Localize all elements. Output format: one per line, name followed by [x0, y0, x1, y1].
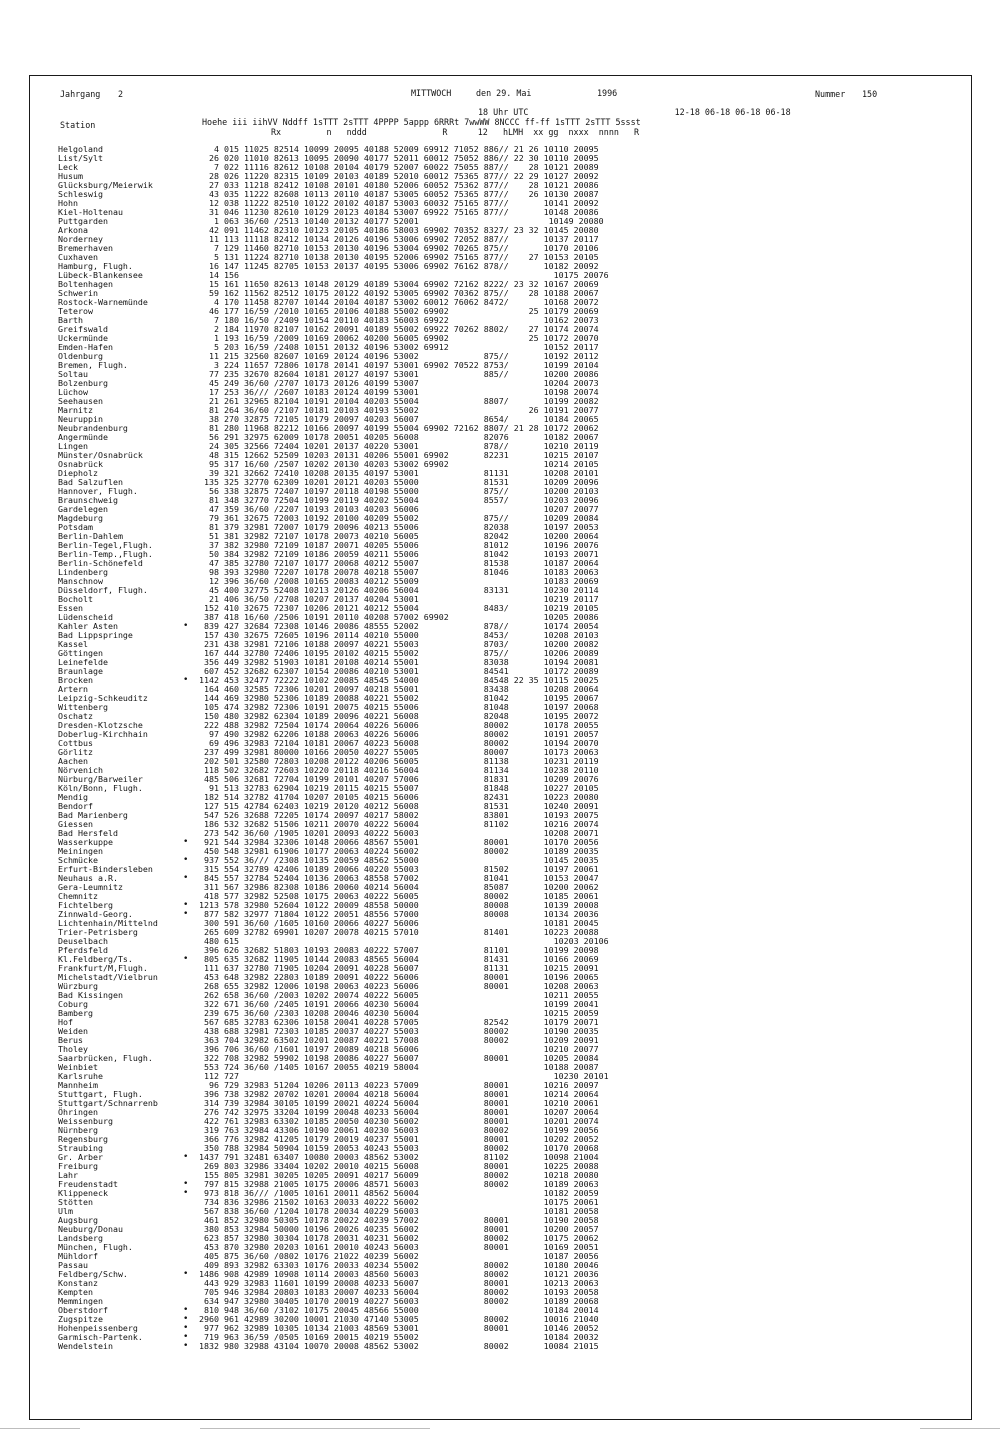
mountain-station-marker: • [183, 621, 189, 631]
station-name: Bremerhaven [58, 243, 113, 253]
station-name: Angermünde [58, 432, 108, 442]
mountain-station-marker: • [183, 1323, 189, 1333]
station-data: 396 738 32982 20702 10201 20004 40218 56004 80001 10214 20064 [199, 1089, 599, 1099]
station-data: 96 729 32983 51204 10206 20113 40223 57009 80001 10216 20097 [199, 1080, 599, 1090]
station-name: Bad Marienberg [58, 810, 128, 820]
station-name: Frankfurt/M,Flugh. [58, 963, 148, 973]
station-name: Berlin-Dahlem [58, 531, 123, 541]
station-data: 127 515 42784 62403 10219 20120 40212 56008 81531 10240 20091 [199, 801, 599, 811]
station-data: 1437 791 32481 63407 10080 20003 48562 53002 81102 10098 21004 [199, 1152, 599, 1162]
station-data: 164 460 32585 72306 10201 20097 40218 55001 83438 10208 20064 [199, 684, 599, 694]
station-data: 634 947 32980 30405 10170 20019 40227 56003 80002 10189 20068 [199, 1296, 599, 1306]
station-name: Leipzig-Schkeuditz [58, 693, 148, 703]
station-data: 42 091 11462 82310 10123 20105 40186 58003 69902 70352 8327/ 23 32 10145 20080 [199, 225, 599, 235]
station-data: 356 449 32982 51903 10181 20108 40214 55001 83038 10194 20081 [199, 657, 599, 667]
station-data: 396 626 32682 51803 10193 20083 40222 57007 81101 10199 20098 [199, 945, 599, 955]
station-name: Barth [58, 315, 83, 325]
station-data: 11 113 11118 82412 10134 20126 40196 53006 69902 72052 887// 10137 20117 [199, 234, 599, 244]
station-data: 443 929 32983 11601 10199 20008 40233 56007 80001 10213 20063 [199, 1278, 599, 1288]
station-data: 21 406 36/50 /2708 10207 20137 40204 53001 10219 20117 [199, 594, 599, 604]
station-name: Schmücke [58, 855, 98, 865]
station-name: Gr. Arber [58, 1152, 103, 1162]
station-data: 623 857 32980 30304 10178 20031 40231 56002 80002 10175 20062 [199, 1233, 599, 1243]
station-data: 273 542 36/60 /1905 10201 20093 40222 56003 10208 20071 [199, 828, 599, 838]
station-data: 438 688 32981 72303 10185 20037 40227 55003 80002 10190 20035 [199, 1026, 599, 1036]
station-data: 39 321 32662 72410 10208 20135 40197 53001 81131 10208 20101 [199, 468, 599, 478]
station-data: 50 384 32982 72109 10186 20059 40211 55006 81042 10193 20071 [199, 549, 599, 559]
station-data: 453 870 32980 20203 10161 20010 40243 56003 80001 10169 20051 [199, 1242, 599, 1252]
station-name: München, Flugh. [58, 1242, 133, 1252]
station-data: 98 393 32980 72207 10178 20078 40218 55007 81046 10183 20063 [199, 567, 599, 577]
station-name: Oschatz [58, 711, 93, 721]
station-data: 155 805 32981 30205 10205 20091 40217 56009 80002 10218 20080 [199, 1170, 599, 1180]
station-name: Bolzenburg [58, 378, 108, 388]
station-name: Michelstadt/Vielbrun [58, 972, 158, 982]
station-data: 31 046 11230 82610 10129 20123 40184 53007 69922 75165 877// 10148 20086 [199, 207, 599, 217]
station-data: 567 838 36/60 /1204 10178 20034 40229 56003 10181 20058 [199, 1206, 599, 1216]
station-name: Bremen, Flugh. [58, 360, 128, 370]
mountain-station-marker: • [183, 954, 189, 964]
station-name: Braunschweig [58, 495, 118, 505]
station-data: 112 727 10230 20101 [199, 1071, 609, 1081]
station-name: Aachen [58, 756, 88, 766]
station-name: Husum [58, 171, 83, 181]
station-data: 48 315 12662 52509 10203 20131 40206 55001 69902 82231 10215 20107 [199, 450, 599, 460]
station-data: 237 499 32981 80000 10166 20050 40227 55005 80007 10173 20063 [199, 747, 599, 757]
station-name: Nürnberg [58, 1125, 98, 1135]
station-name: Pferdsfeld [58, 945, 108, 955]
station-data: 461 852 32980 50305 10178 20022 40239 57002 80001 10190 20058 [199, 1215, 599, 1225]
station-name: Emden-Hafen [58, 342, 113, 352]
station-data: 977 962 32989 10305 10134 21003 48569 53001 80001 10146 20052 [199, 1323, 599, 1333]
station-name: Wendelstein [58, 1341, 113, 1351]
mountain-station-marker: • [183, 900, 189, 910]
station-name: Seehausen [58, 396, 103, 406]
station-data: 396 706 36/60 /1601 10197 20089 40218 56006 10210 20077 [199, 1044, 599, 1054]
station-data: 7 129 11460 82710 10153 20130 40196 53004 69902 70265 875// 10170 20106 [199, 243, 599, 253]
station-data: 239 675 36/60 /2303 10208 20046 40230 56004 10215 20059 [199, 1008, 599, 1018]
station-data: 1142 453 32477 72222 10102 20085 48545 54000 84548 22 35 10115 20025 [199, 675, 599, 685]
station-name: Köln/Bonn, Flugh. [58, 783, 143, 793]
station-name: Teterow [58, 306, 93, 316]
station-name: Cuxhaven [58, 252, 98, 262]
mountain-station-marker: • [183, 1269, 189, 1279]
mountain-station-marker: • [183, 873, 189, 883]
jahrgang-label: Jahrgang [60, 89, 101, 99]
station-data: 47 359 36/60 /2207 10193 20103 40203 56006 10207 20077 [199, 504, 599, 514]
station-name: Weiden [58, 1026, 88, 1036]
station-name: Boltenhagen [58, 279, 113, 289]
station-data: 1486 908 42989 10908 10114 20003 48560 56003 80002 10121 20036 [199, 1269, 599, 1279]
station-name: Gera-Leumnitz [58, 882, 123, 892]
mountain-station-marker: • [183, 1305, 189, 1315]
station-name: Konstanz [58, 1278, 98, 1288]
station-name: Schleswig [58, 189, 103, 199]
station-data: 28 026 11220 82315 10109 20103 40189 52010 60012 75365 877// 22 29 10127 20092 [199, 171, 599, 181]
station-data: 152 410 32675 72307 10206 20121 40212 55004 8483/ 10219 20105 [199, 603, 599, 613]
station-data: 300 591 36/60 /1605 10160 20066 40227 56006 10181 20045 [199, 918, 599, 928]
station-data: 16 147 11245 82705 10153 20137 40195 53006 69902 76162 878// 10182 20092 [199, 261, 599, 271]
station-name: Coburg [58, 999, 88, 1009]
station-name: Doberlug-Kirchhain [58, 729, 148, 739]
station-data: 937 552 36/// /2308 10135 20059 48562 55000 10145 20035 [199, 855, 599, 865]
station-name: Öhringen [58, 1107, 98, 1117]
column-header-row-3: Rx n nddd R 12 hLMH xx gg nxxx nnnn R [271, 127, 640, 137]
station-name: Lüdenscheid [58, 612, 113, 622]
station-data: 7 180 16/50 /2409 10154 20110 40183 56003 69922 10162 20073 [199, 315, 599, 325]
station-name: Düsseldorf, Flugh. [58, 585, 148, 595]
station-data: 3 224 11657 72806 10178 20141 40197 53001 69902 70522 8753/ 10199 20104 [199, 360, 599, 370]
station-data: 81 379 32981 72007 10179 20096 40213 55006 82038 10197 20053 [199, 522, 599, 532]
station-name: Lübeck-Blankensee [58, 270, 143, 280]
nummer-value: 150 [862, 89, 878, 99]
station-name: Bamberg [58, 1008, 93, 1018]
station-name: List/Sylt [58, 153, 103, 163]
station-name: Greifswald [58, 324, 108, 334]
station-name: Freiburg [58, 1161, 98, 1171]
bottom-mark-right [920, 1428, 1000, 1434]
station-name: Deuselbach [58, 936, 108, 946]
station-data: 4 170 11458 82707 10144 20104 40187 53002 60012 76062 8472/ 10168 20072 [199, 297, 599, 307]
mountain-station-marker: • [183, 837, 189, 847]
station-data: 167 444 32780 72406 10195 20102 40215 55002 875// 10206 20089 [199, 648, 599, 658]
station-data: 202 501 32580 72803 10208 20122 40206 56005 81138 10231 20119 [199, 756, 599, 766]
station-name: Neuhaus a.R. [58, 873, 118, 883]
mountain-station-marker: • [183, 1188, 189, 1198]
station-data: 315 554 32789 42406 10189 20066 40220 55003 81502 10197 20061 [199, 864, 599, 874]
station-name: Norderney [58, 234, 103, 244]
station-data: 37 382 32980 72109 10187 20071 40205 55006 81012 10196 20076 [199, 540, 599, 550]
station-name: Stuttgart/Schnarrenb [58, 1098, 158, 1108]
mountain-station-marker: • [183, 909, 189, 919]
station-name: Cottbus [58, 738, 93, 748]
station-data: 269 803 32986 33404 10202 20010 40215 56008 80001 10225 20088 [199, 1161, 599, 1171]
station-data: 805 635 32682 11905 10144 20083 48565 56004 81431 10166 20069 [199, 954, 599, 964]
station-data: 839 427 32684 72308 10146 20086 48555 52002 878// 10174 20054 [199, 621, 599, 631]
station-name: Regensburg [58, 1134, 108, 1144]
station-name: Münster/Osnabrück [58, 450, 143, 460]
station-data: 26 020 11010 82613 10095 20090 40177 52011 60012 75052 886// 22 30 10110 20095 [199, 153, 599, 163]
station-data: 1213 578 32980 52604 10122 20009 48558 50000 80008 10139 20008 [199, 900, 599, 910]
station-data: 485 506 32681 72704 10199 20101 40207 57006 81831 10209 20076 [199, 774, 599, 784]
station-name: Nörvenich [58, 765, 103, 775]
mountain-station-marker: • [183, 1341, 189, 1351]
station-name: Osnabrück [58, 459, 103, 469]
station-name: Kahler Asten [58, 621, 118, 631]
mountain-station-marker: • [183, 1332, 189, 1342]
station-name: Glücksburg/Meierwik [58, 180, 153, 190]
station-data: 150 480 32982 62304 10189 20096 40221 56008 82048 10195 20072 [199, 711, 599, 721]
station-data: 921 544 32984 32306 10148 20066 48567 55001 80001 10170 20056 [199, 837, 599, 847]
station-data: 47 385 32780 72107 10177 20068 40212 55007 81538 10187 20064 [199, 558, 599, 568]
station-data: 2 184 11970 82107 10162 20091 40189 55002 69922 70262 8802/ 27 10174 20074 [199, 324, 599, 334]
station-name: Fichtelberg [58, 900, 113, 910]
station-name: Berlin-Schönefeld [58, 558, 143, 568]
station-name: Stuttgart, Flugh. [58, 1089, 143, 1099]
station-name: Bad Hersfeld [58, 828, 118, 838]
station-name: Oberstdorf [58, 1305, 108, 1315]
station-name: Soltau [58, 369, 88, 379]
column-header-row-2: Hoehe iii iihVV Nddff 1sTTT 2sTTT 4PPPP 5appp 6RRRt 7wwWW 8NCCC ff-ff 1sTTT 2sTTT 5ssst [202, 117, 641, 127]
station-name: Ulm [58, 1206, 73, 1216]
station-data: 363 704 32982 63502 10201 20087 40221 57008 80002 10209 20091 [199, 1035, 599, 1045]
station-name: Zinnwald-Georg. [58, 909, 133, 919]
bottom-mark-mid [200, 1428, 430, 1434]
station-name: Hohn [58, 198, 78, 208]
station-data: 262 658 36/60 /2003 10202 20074 40222 56005 10211 20055 [199, 990, 599, 1000]
station-name: Straubing [58, 1143, 103, 1153]
jahrgang-value: 2 [118, 89, 124, 99]
station-data: 144 469 32980 52306 10189 20088 40221 55002 81042 10195 20067 [199, 693, 599, 703]
station-data: 95 317 16/60 /2507 10202 20130 40203 53002 69902 10214 20105 [199, 459, 599, 469]
station-data: 705 946 32984 20803 10183 20007 40233 56004 80002 10193 20058 [199, 1287, 599, 1297]
station-name: Nürburg/Barweiler [58, 774, 143, 784]
nummer-label: Nummer [815, 89, 846, 99]
station-name: Würzburg [58, 981, 98, 991]
station-data: 314 739 32984 30105 10199 20021 40224 56004 80001 10210 20061 [199, 1098, 599, 1108]
station-name: Landsberg [58, 1233, 103, 1243]
station-data: 222 488 32982 72504 10174 20064 40226 56006 80002 10178 20055 [199, 720, 599, 730]
station-name: Hannover, Flugh. [58, 486, 138, 496]
station-data: 845 557 32784 52404 10136 20063 48558 57002 81041 10153 20047 [199, 873, 599, 883]
mountain-station-marker: • [183, 675, 189, 685]
station-data: 56 338 32875 72407 10197 20118 40198 55000 875// 10200 20103 [199, 486, 599, 496]
mountain-station-marker: • [183, 1179, 189, 1189]
station-data: 46 177 16/59 /2010 10165 20106 40188 55002 69902 25 10179 20069 [199, 306, 599, 316]
station-name: Zugspitze [58, 1314, 103, 1324]
station-data: 21 261 32965 82104 10191 20104 40203 55004 8807/ 10199 20082 [199, 396, 599, 406]
station-data: 14 156 10175 20076 [199, 270, 609, 280]
station-data: 81 348 32770 72504 10199 20119 40202 55004 8557/ 10203 20096 [199, 495, 599, 505]
station-name: Garmisch-Partenk. [58, 1332, 143, 1342]
station-name: Helgoland [58, 144, 103, 154]
station-name: Lindenberg [58, 567, 108, 577]
station-name: Arkona [58, 225, 88, 235]
station-data: 45 400 32775 52408 10213 20126 40206 56004 83131 10230 20114 [199, 585, 599, 595]
station-data: 27 033 11218 82412 10108 20101 40180 52006 60052 75362 877// 28 10121 20086 [199, 180, 599, 190]
station-name: Uckermünde [58, 333, 108, 343]
station-data: 111 637 32780 71905 10204 20091 40228 56007 81131 10215 20091 [199, 963, 599, 973]
station-name: Braunlage [58, 666, 103, 676]
station-name: Meiningen [58, 846, 103, 856]
mountain-station-marker: • [183, 855, 189, 865]
station-data: 797 815 32988 21005 10175 20006 48571 56003 80002 10189 20063 [199, 1179, 599, 1189]
station-name: Puttgarden [58, 216, 108, 226]
station-name: Erfurt-Bindersleben [58, 864, 153, 874]
station-name: Kempten [58, 1287, 93, 1297]
station-data: 81 280 11968 82212 10166 20097 40199 55004 69902 72162 8807/ 21 28 10172 20062 [199, 423, 599, 433]
station-data: 1 193 16/59 /2009 10169 20062 40200 56005 69902 25 10172 20070 [199, 333, 599, 343]
station-name: Berlin-Tegel,Flugh. [58, 540, 153, 550]
station-name: Brocken [58, 675, 93, 685]
station-data: 547 526 32688 72205 10174 20097 40217 58002 83801 10193 20075 [199, 810, 599, 820]
station-data: 69 496 32983 72104 10181 20067 40223 56008 80002 10194 20070 [199, 738, 599, 748]
station-name: Wittenberg [58, 702, 108, 712]
station-data: 56 291 32975 62009 10178 20051 40205 56008 82076 10182 20067 [199, 432, 599, 442]
station-data: 59 162 11562 82512 10175 20122 40192 53005 69902 70362 875// 28 10188 20067 [199, 288, 599, 298]
station-data: 1832 980 32988 43104 10070 20008 48562 53002 80002 10084 21015 [199, 1341, 599, 1351]
station-data: 1 063 36/60 /2513 10140 20132 40177 52001 10149 20080 [199, 216, 604, 226]
station-data: 105 474 32982 72306 10191 20075 40215 55006 81048 10197 20068 [199, 702, 599, 712]
station-data: 5 203 16/59 /2408 10151 20132 40196 53002 69912 10152 20117 [199, 342, 599, 352]
station-name: Rostock-Warnemünde [58, 297, 148, 307]
station-data: 810 948 36/60 /3102 10175 20045 48566 55000 10184 20014 [199, 1305, 599, 1315]
station-data: 319 763 32984 43306 10190 20061 40230 56003 80002 10199 20056 [199, 1125, 599, 1135]
station-data: 719 963 36/59 /0505 10169 20015 40219 55002 10184 20032 [199, 1332, 599, 1342]
station-data: 405 875 36/60 /0802 10176 21022 40239 56002 10187 20056 [199, 1251, 599, 1261]
station-data: 418 577 32982 52508 10175 20063 40222 56005 80002 10185 20061 [199, 891, 599, 901]
station-name: Potsdam [58, 522, 93, 532]
station-name: Berlin-Temp.,Flugh. [58, 549, 153, 559]
station-data: 135 325 32770 62309 10201 20121 40203 55000 81531 10209 20096 [199, 477, 599, 487]
station-name: Diepholz [58, 468, 98, 478]
station-name: Kiel-Holtenau [58, 207, 123, 217]
station-data: 79 361 32675 72003 10192 20100 40209 55002 875// 10209 20084 [199, 513, 599, 523]
station-name: Marnitz [58, 405, 93, 415]
station-name: Giessen [58, 819, 93, 829]
station-name: Oldenburg [58, 351, 103, 361]
station-name: Lichtenhain/Mittelnd [58, 918, 158, 928]
station-name: Artern [58, 684, 88, 694]
station-name: Klippeneck [58, 1188, 108, 1198]
station-name: Wasserkuppe [58, 837, 113, 847]
station-data: 15 161 11650 82613 10148 20129 40189 53004 69902 72162 8222/ 23 32 10167 20069 [199, 279, 599, 289]
station-name: Görlitz [58, 747, 93, 757]
station-data: 17 253 36/// /2607 10183 20124 40199 53001 10198 20074 [199, 387, 599, 397]
station-data: 45 249 36/60 /2707 10173 20126 40199 53007 10204 20073 [199, 378, 599, 388]
station-name: Bendorf [58, 801, 93, 811]
station-name: Neubrandenburg [58, 423, 128, 433]
station-name: Kl.Feldberg/Ts. [58, 954, 133, 964]
station-name: Freudenstadt [58, 1179, 118, 1189]
station-data: 12 038 11222 82510 10122 20102 40187 53003 60032 75165 877// 10141 20092 [199, 198, 599, 208]
station-name: Magdeburg [58, 513, 103, 523]
station-name: Neuburg/Donau [58, 1224, 123, 1234]
station-data: 350 788 32984 50904 10159 20053 40243 55003 80002 10170 20068 [199, 1143, 599, 1153]
station-name: Weissenburg [58, 1116, 113, 1126]
station-name: Augsburg [58, 1215, 98, 1225]
station-data: 422 761 32983 63302 10185 20050 40230 56002 80001 10201 20074 [199, 1116, 599, 1126]
station-name: Neuruppin [58, 414, 103, 424]
station-name: Leinefelde [58, 657, 108, 667]
station-name: Trier-Petrisberg [58, 927, 138, 937]
station-data: 553 724 36/60 /1405 10167 20055 40219 58004 10188 20087 [199, 1062, 599, 1072]
station-data: 268 655 32982 12006 10198 20063 40223 56006 80001 10208 20063 [199, 981, 599, 991]
station-name: Stötten [58, 1197, 93, 1207]
report-year: 1996 [597, 88, 618, 98]
station-data: 38 270 32875 72105 10179 20097 40203 56007 8654/ 10184 20065 [199, 414, 599, 424]
station-name: Lingen [58, 441, 88, 451]
station-name: Feldberg/Schw. [58, 1269, 128, 1279]
station-data: 453 648 32982 22803 10189 20091 40222 56006 80001 10196 20065 [199, 972, 599, 982]
station-data: 51 381 32982 72107 10178 20073 40210 56005 82042 10200 20064 [199, 531, 599, 541]
report-date: den 29. Mai [476, 88, 532, 98]
station-data: 567 685 32783 62306 10158 20041 40228 57005 82542 10179 20071 [199, 1017, 599, 1027]
station-name: Essen [58, 603, 83, 613]
weekday: MITTWOCH [411, 88, 452, 98]
station-data: 265 609 32782 69901 10207 20078 40215 57010 81401 10223 20088 [199, 927, 599, 937]
station-data: 186 532 32682 51506 10211 20070 40222 56004 81102 10216 20074 [199, 819, 599, 829]
station-data: 366 776 32982 41205 10179 20019 40237 55001 80001 10202 20052 [199, 1134, 599, 1144]
station-name: Berus [58, 1035, 83, 1045]
station-data: 387 418 16/60 /2506 10191 20110 40208 57002 69902 10205 20086 [199, 612, 599, 622]
station-name: Mendig [58, 792, 88, 802]
mountain-station-marker: • [183, 1314, 189, 1324]
station-name: Leck [58, 162, 78, 172]
mountain-station-marker: • [183, 1152, 189, 1162]
station-data: 877 582 32977 71804 10122 20051 48556 57000 80008 10134 20036 [199, 909, 599, 919]
station-name: Passau [58, 1260, 88, 1270]
station-data: 276 742 32975 33204 10199 20048 40233 56004 80001 10207 20064 [199, 1107, 599, 1117]
column-header-row-1: 18 Uhr UTC 12-18 06-18 06-18 06-18 [478, 107, 791, 117]
station-data: 182 514 32782 41704 10207 20105 40215 56006 82431 10223 20080 [199, 792, 599, 802]
station-data: 12 396 36/60 /2008 10165 20083 40212 55009 10183 20069 [199, 576, 599, 586]
station-data: 77 235 32670 82604 10181 20127 40197 53001 885// 10200 20086 [199, 369, 599, 379]
station-name: Weinbiet [58, 1062, 98, 1072]
station-data: 380 853 32984 50000 10196 20026 40235 56002 80001 10200 20057 [199, 1224, 599, 1234]
station-data: 157 430 32675 72605 10196 20114 40210 55000 8453/ 10208 20103 [199, 630, 599, 640]
station-name: Memmingen [58, 1296, 103, 1306]
station-name: Schwerin [58, 288, 98, 298]
station-data: 5 131 11224 82710 10138 20130 40195 52006 69902 75165 877// 27 10153 20105 [199, 252, 599, 262]
station-data: 4 015 11025 82514 10099 20095 40188 52009 69912 71052 886// 21 26 10110 20095 [199, 144, 599, 154]
station-name: Bad Kissingen [58, 990, 123, 1000]
station-data: 450 548 32981 61906 10177 20063 40224 56002 80002 10189 20035 [199, 846, 599, 856]
station-data: 322 671 36/60 /2405 10191 20066 40230 56004 10199 20041 [199, 999, 599, 1009]
station-name: Bocholt [58, 594, 93, 604]
station-data: 43 035 11222 82608 10113 20110 40187 53005 60052 75365 877// 26 10130 20087 [199, 189, 599, 199]
station-name: Manschnow [58, 576, 103, 586]
station-data: 7 022 11116 82612 10108 20104 40179 52007 60022 75055 887// 28 10121 20089 [199, 162, 599, 172]
station-name: Göttingen [58, 648, 103, 658]
station-name: Hohenpeissenberg [58, 1323, 138, 1333]
station-data: 734 836 32986 21502 10163 20033 40222 56002 10175 20061 [199, 1197, 599, 1207]
station-name: Hof [58, 1017, 73, 1027]
station-name: Lahr [58, 1170, 78, 1180]
station-data: 118 502 32682 72603 10220 20118 40216 56004 81134 10238 20110 [199, 765, 599, 775]
bottom-mark-left [0, 1428, 80, 1434]
station-name: Lüchow [58, 387, 88, 397]
station-name: Gardelegen [58, 504, 108, 514]
station-data: 2960 961 42989 30200 10001 21030 47140 53005 80002 10016 21040 [199, 1314, 599, 1324]
station-name: Tholey [58, 1044, 88, 1054]
station-name: Saarbrücken, Flugh. [58, 1053, 153, 1063]
station-data: 607 452 32682 62307 10154 20086 40210 53001 84541 10172 20089 [199, 666, 599, 676]
station-name: Mühldorf [58, 1251, 98, 1261]
station-data: 322 708 32982 59902 10198 20086 40227 56007 80001 10205 20084 [199, 1053, 599, 1063]
station-name: Bad Salzuflen [58, 477, 123, 487]
station-data: 24 305 32566 72404 10201 20137 40220 53001 878// 10210 20119 [199, 441, 599, 451]
station-data: 409 893 32982 63303 10176 20033 40234 55002 80002 10180 20046 [199, 1260, 599, 1270]
station-data: 11 215 32560 82607 10169 20124 40196 53002 875// 10192 20112 [199, 351, 599, 361]
station-data: 97 490 32982 62206 10188 20063 40226 56006 80002 10191 20057 [199, 729, 599, 739]
station-column-header: Station [60, 120, 96, 130]
station-name: Hamburg, Flugh. [58, 261, 133, 271]
station-name: Bad Lippspringe [58, 630, 133, 640]
station-data: 231 438 32981 72106 10188 20097 40221 55003 8703/ 10200 20082 [199, 639, 599, 649]
station-data: 311 567 32986 82308 10186 20060 40214 56004 85087 10200 20062 [199, 882, 599, 892]
station-name: Dresden-Klotzsche [58, 720, 143, 730]
station-data: 973 818 36/// /1005 10161 20011 48562 56004 10182 20059 [199, 1188, 599, 1198]
station-name: Kassel [58, 639, 88, 649]
station-data: 91 513 32783 62904 10219 20115 40215 55007 81848 10227 20105 [199, 783, 599, 793]
station-data: 480 615 10203 20106 [199, 936, 609, 946]
station-name: Karlsruhe [58, 1071, 103, 1081]
station-name: Chemnitz [58, 891, 98, 901]
station-data: 81 264 36/60 /2107 10181 20103 40193 55002 26 10191 20077 [199, 405, 599, 415]
station-name: Mannheim [58, 1080, 98, 1090]
